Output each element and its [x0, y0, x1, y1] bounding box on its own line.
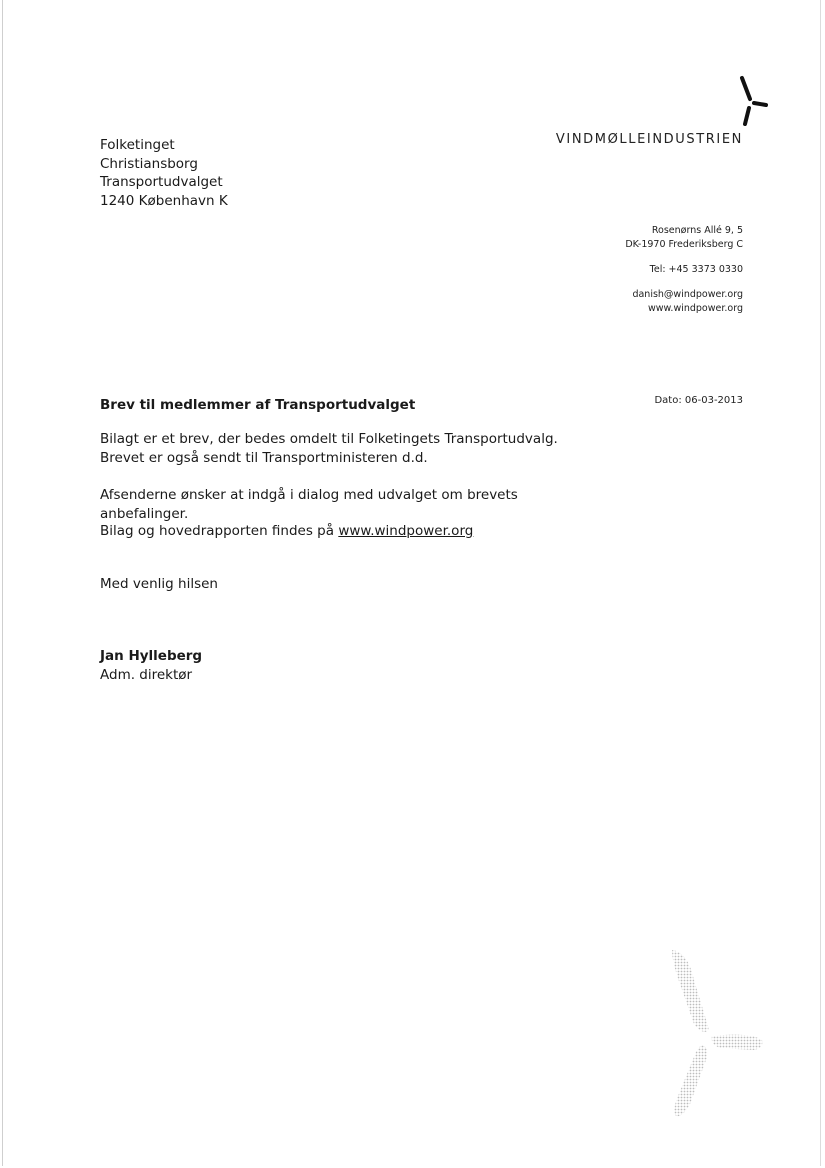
signature-block [100, 647, 202, 684]
signer-title: Adm. direktør [100, 666, 193, 683]
website-link[interactable]: www.windpower.org [338, 523, 474, 539]
sender-phone: Tel: +45 3373 0330 [649, 264, 743, 275]
recipient-line: 1240 København K [100, 192, 228, 209]
body-paragraph: Afsenderne ønsker at indgå i dialog med udvalget om brevets anbefalinger. [100, 487, 518, 522]
sender-address-line: Rosenørns Allé 9, 5 [651, 225, 743, 236]
recipient-address [100, 136, 228, 210]
sender-address-line: DK-1970 Frederiksberg C [625, 239, 743, 250]
turbine-icon [732, 72, 772, 132]
brand-name: VINDMØLLEINDUSTRIEN [555, 132, 743, 147]
recipient-line: Christiansborg [100, 155, 198, 172]
turbine-watermark-icon [650, 940, 780, 1130]
signer-name: Jan Hylleberg [100, 648, 203, 664]
body-paragraph: Bilagt er et brev, der bedes omdelt til Folketingets Transportudvalg. Brevet er også sendt til Transportministeren d.d. [100, 431, 558, 466]
recipient-line: Transportudvalget [100, 174, 223, 190]
letter-date: Dato: 06-03-2013 [654, 395, 743, 406]
sender-email[interactable]: danish@windpower.org [632, 289, 743, 300]
sender-contact [625, 224, 743, 316]
letter-subject: Brev til medlemmer af Transportudvalget [100, 397, 416, 413]
recipient-line: Folketinget [100, 137, 175, 153]
sender-website[interactable]: www.windpower.org [647, 303, 743, 314]
paragraph-text: Bilag og hovedrapporten findes på [100, 523, 339, 539]
closing-greeting: Med venlig hilsen [100, 576, 218, 592]
body-paragraph [100, 522, 600, 541]
